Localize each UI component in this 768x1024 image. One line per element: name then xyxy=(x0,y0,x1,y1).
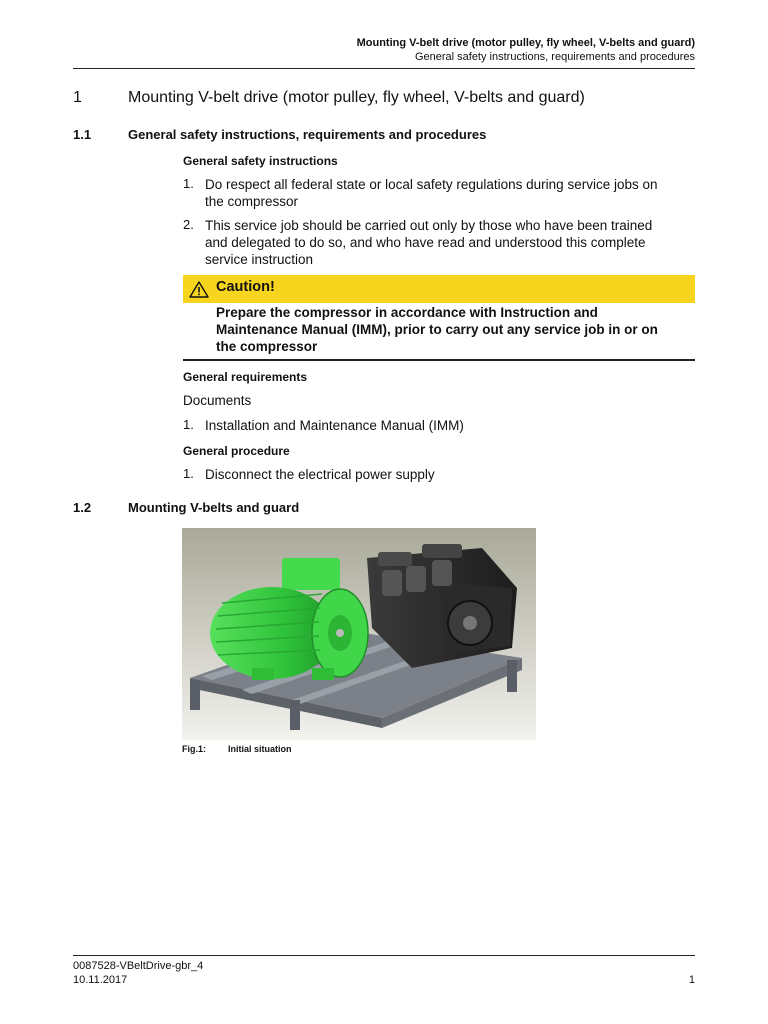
list-item-line: This service job should be carried out only by those who have been trained xyxy=(205,218,653,233)
footer-date: 10.11.2017 xyxy=(73,974,128,986)
figure-caption: Initial situation xyxy=(228,744,292,754)
list-item: Installation and Maintenance Manual (IMM) xyxy=(205,418,464,433)
warning-triangle-icon xyxy=(189,281,209,298)
section-number: 1.2 xyxy=(73,500,92,515)
safety-heading: General safety instructions xyxy=(183,154,338,168)
caution-label: Caution! xyxy=(216,279,275,295)
list-item-line: the compressor xyxy=(205,194,299,209)
header-subtitle: General safety instructions, requirements and procedures xyxy=(414,51,695,63)
list-item: Disconnect the electrical power supply xyxy=(205,467,435,482)
section-title: Mounting V-belts and guard xyxy=(128,500,300,515)
caution-rule xyxy=(183,359,695,361)
requirements-heading: General requirements xyxy=(183,370,308,384)
header-title: Mounting V-belt drive (motor pulley, fly wheel, V-belts and guard) xyxy=(356,37,695,49)
list-item-line: and delegated to do so, and who have read and understood this complete xyxy=(205,235,646,250)
section-title: General safety instructions, requirements and procedures xyxy=(128,127,487,142)
chapter-number: 1 xyxy=(73,89,82,106)
figure-image xyxy=(182,528,536,740)
figure-number: Fig.1: xyxy=(182,744,206,754)
list-item-number: 1. xyxy=(183,176,194,191)
caution-text-line: the compressor xyxy=(216,339,318,354)
list-item-number: 1. xyxy=(183,466,194,481)
footer-rule xyxy=(73,955,695,956)
caution-text-line: Maintenance Manual (IMM), prior to carry out any service job in or on xyxy=(216,322,658,337)
caution-banner xyxy=(183,275,695,303)
section-number: 1.1 xyxy=(73,127,92,142)
caution-text-line: Prepare the compressor in accordance with Instruction and xyxy=(216,305,598,320)
list-item xyxy=(205,217,695,268)
footer-doc-id: 0087528-VBeltDrive-gbr_4 xyxy=(73,960,204,972)
page-number: 1 xyxy=(688,974,695,986)
documents-label: Documents xyxy=(183,393,252,408)
header-rule xyxy=(73,68,695,69)
list-item-number: 2. xyxy=(183,217,194,232)
list-item-line: Do respect all federal state or local safety regulations during service jobs on xyxy=(205,177,658,192)
list-item-line: service instruction xyxy=(205,252,314,267)
procedure-heading: General procedure xyxy=(183,444,290,458)
caution-text xyxy=(216,304,694,355)
compressor-illustration xyxy=(182,528,536,740)
chapter-title: Mounting V-belt drive (motor pulley, fly wheel, V-belts and guard) xyxy=(128,89,585,106)
list-item-number: 1. xyxy=(183,417,194,432)
list-item xyxy=(205,176,695,210)
